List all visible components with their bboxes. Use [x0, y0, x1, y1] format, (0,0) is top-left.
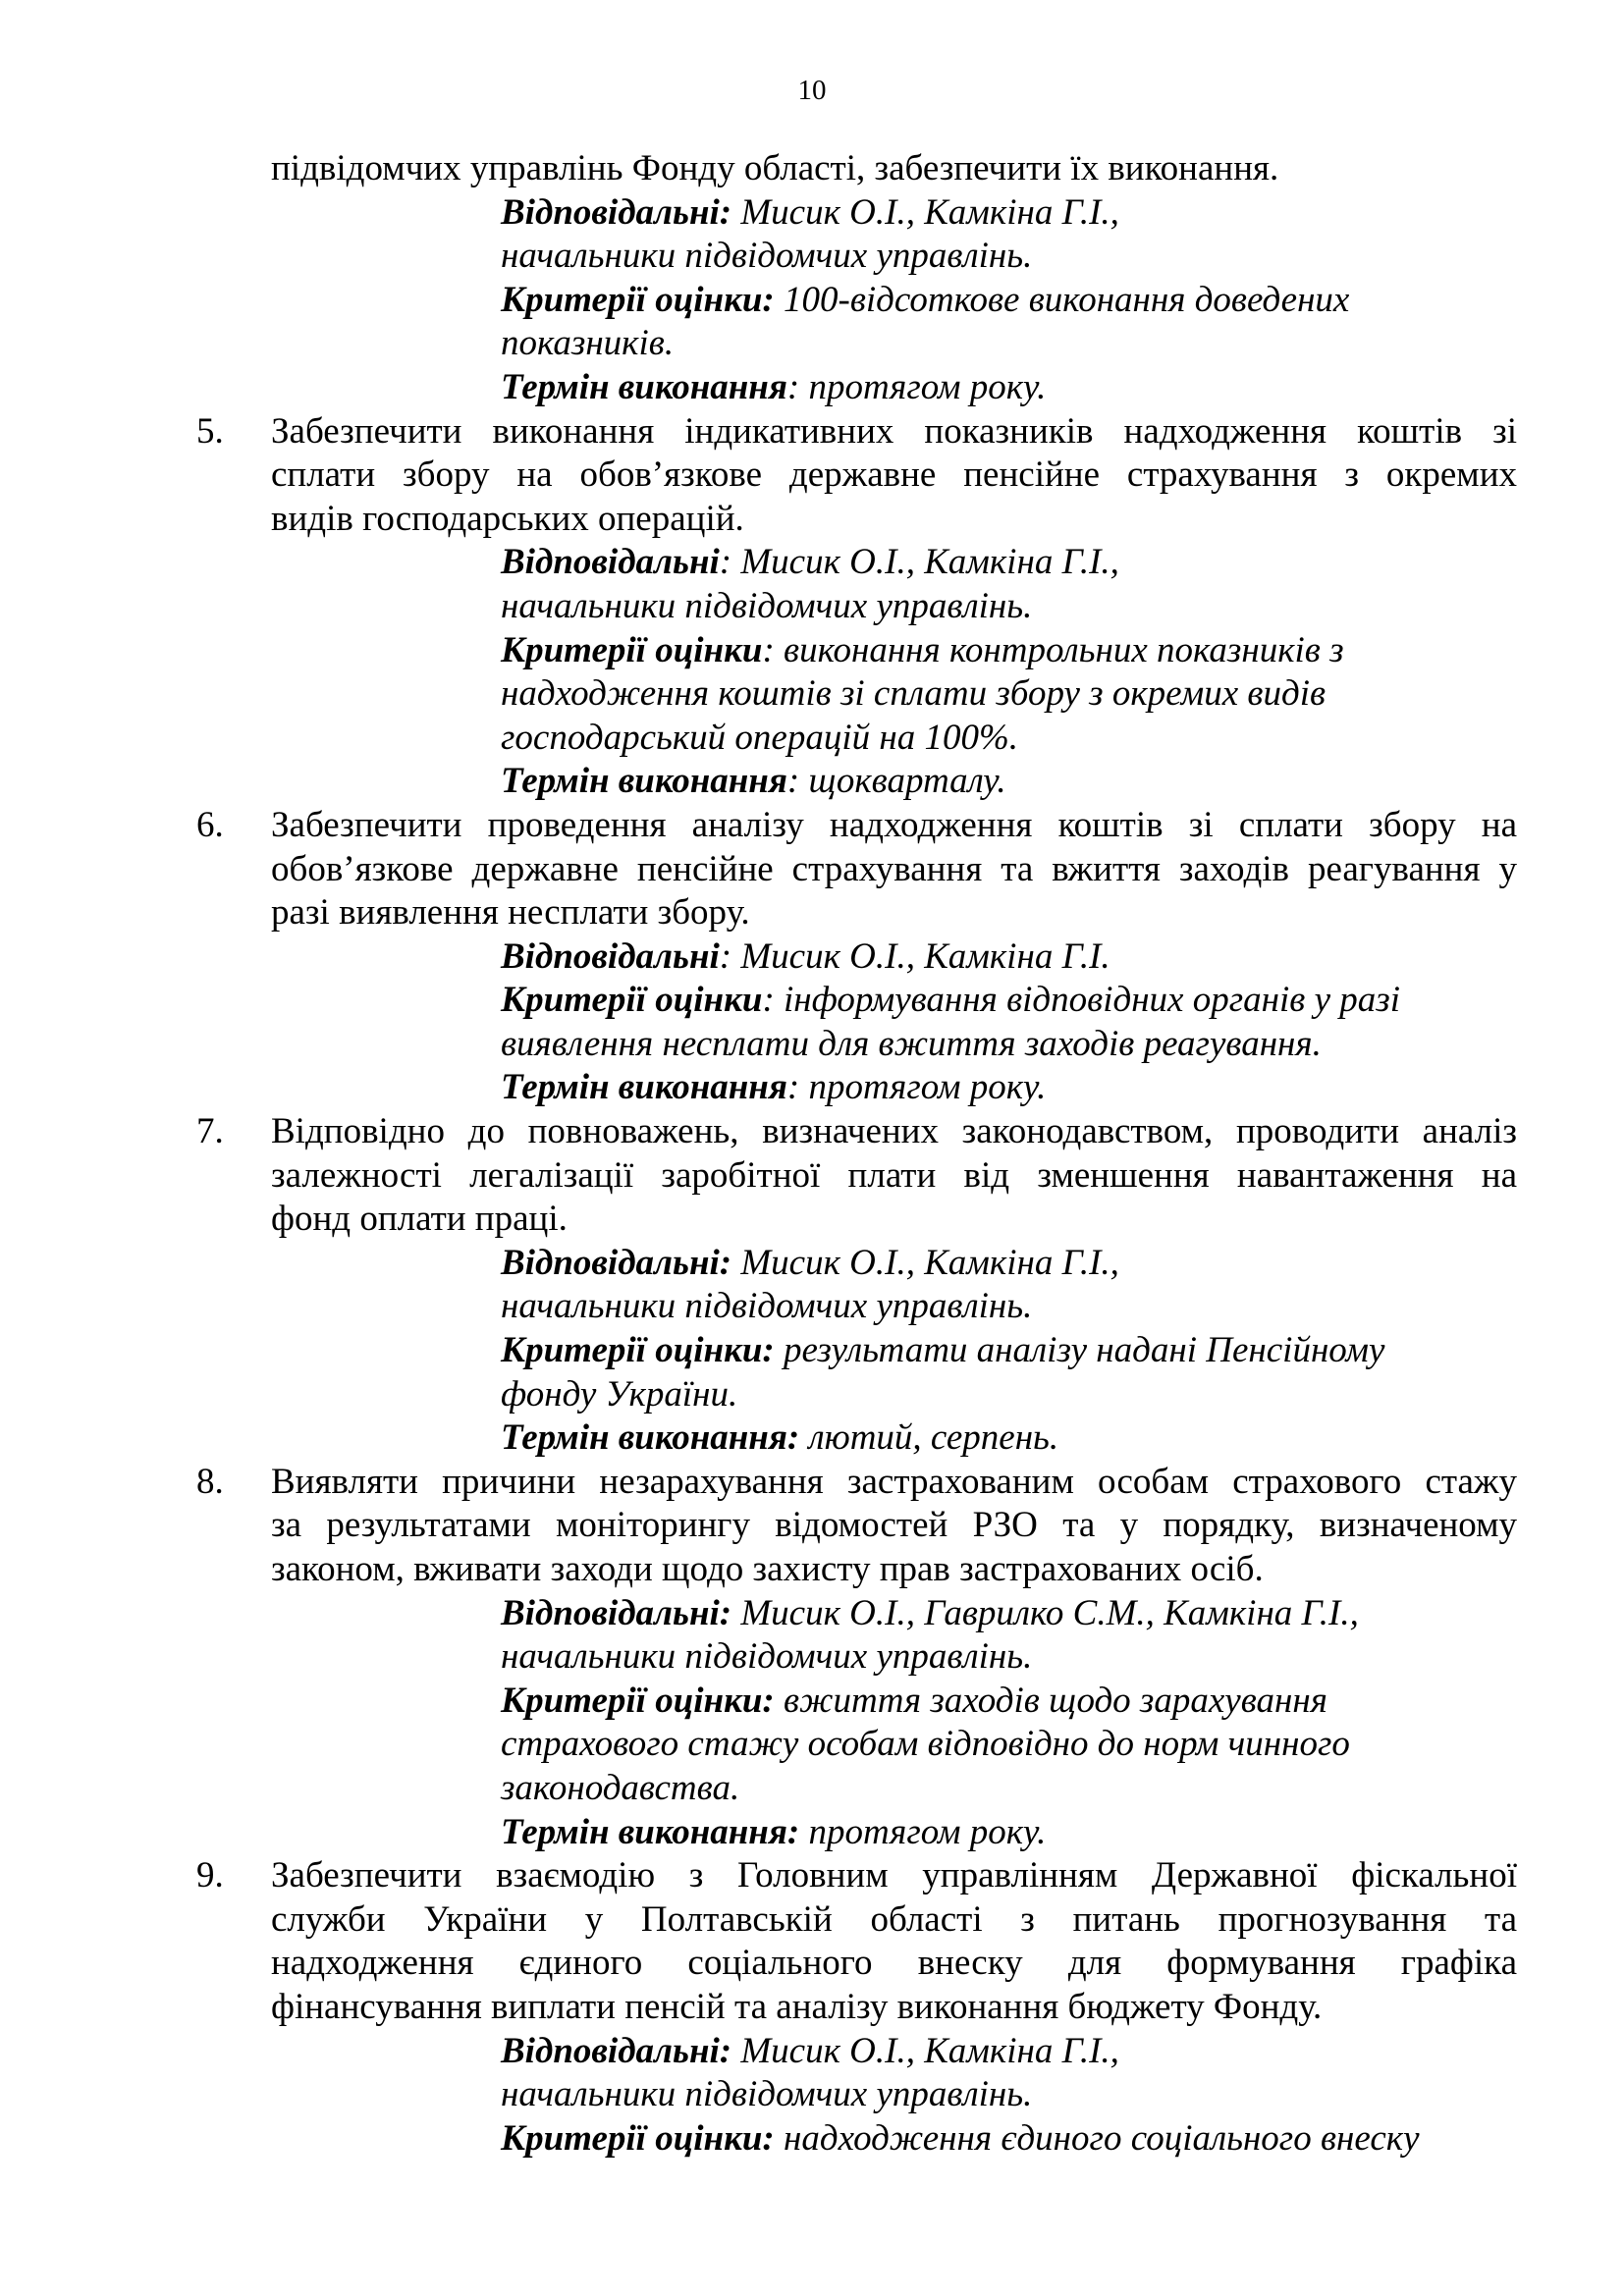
item-number: 9.: [196, 1855, 224, 1896]
paragraph-text: Відповідно до повноважень, визначених законодавством, проводити аналіз: [271, 1111, 1517, 1152]
detail-label: Критерії оцінки:: [501, 2117, 775, 2159]
detail-text: [501, 2030, 1119, 2074]
paragraph-line: [0, 1548, 1624, 1592]
detail-text: [501, 1680, 1327, 1724]
detail-text: [501, 191, 1119, 236]
detail-line: [0, 235, 1624, 279]
paragraph-text: підвідомчих управлінь Фонду області, забезпечити їх виконання.: [271, 148, 1279, 188]
detail-text: [501, 1373, 737, 1417]
paragraph-line: [0, 804, 1624, 848]
detail-line: [0, 322, 1624, 366]
detail-line: [0, 1066, 1624, 1110]
paragraph-line: [0, 1154, 1624, 1199]
item-number: 5.: [196, 410, 224, 452]
paragraph-text: фінансування виплати пенсій та аналізу виконання бюджету Фонду.: [271, 1986, 1323, 2027]
paragraph-line: [0, 454, 1624, 498]
detail-label: Термін виконання: [501, 761, 787, 802]
detail-line: [0, 585, 1624, 629]
detail-line: [0, 366, 1624, 410]
detail-value: страхового стажу особам відповідно до норм чинного: [501, 1724, 1350, 1765]
paragraph-line: [0, 891, 1624, 935]
detail-line: [0, 1023, 1624, 1067]
detail-text: [501, 1723, 1350, 1767]
detail-value: начальники підвідомчих управлінь.: [501, 2074, 1033, 2115]
paragraph-text: за результатами моніторингу відомостей РЗО та у порядку, визначеному: [271, 1505, 1517, 1546]
paragraph-text: сплати збору на обов’язкове державне пенсійне страхування з окремих: [271, 454, 1517, 496]
paragraph-text: Забезпечити взаємодію з Головним управлінням Державної фіскальної: [271, 1855, 1517, 1896]
detail-value: господарський операцій на 100%.: [501, 717, 1019, 758]
detail-text: [501, 235, 1032, 279]
detail-text: [501, 1066, 1046, 1110]
paragraph-line: [0, 410, 1624, 454]
detail-value: показників.: [501, 323, 675, 364]
detail-text: [501, 760, 1006, 804]
detail-label: Відповідальні:: [501, 1592, 732, 1633]
detail-line: [0, 2073, 1624, 2117]
detail-line: [0, 979, 1624, 1023]
detail-label: Критерії оцінки: [501, 629, 763, 670]
detail-text: [501, 935, 1110, 980]
detail-line: [0, 191, 1624, 236]
detail-line: [0, 541, 1624, 585]
paragraph-text: законом, вживати заходи щодо захисту прав застрахованих осіб.: [271, 1549, 1264, 1589]
detail-value: начальники підвідомчих управлінь.: [501, 1636, 1033, 1678]
item-number: 7.: [196, 1111, 224, 1152]
detail-text: [501, 1285, 1032, 1329]
detail-label: Відповідальні: [501, 935, 720, 977]
detail-label: Термін виконання:: [501, 1417, 800, 1459]
detail-line: [0, 1723, 1624, 1767]
detail-value: начальники підвідомчих управлінь.: [501, 585, 1033, 626]
detail-label: Відповідальні: [501, 542, 720, 583]
paragraph-line: [0, 147, 1624, 191]
detail-value: надходження єдиного соціального внеску: [774, 2117, 1420, 2159]
detail-text: [501, 322, 674, 366]
detail-line: [0, 1242, 1624, 1286]
detail-value: вжиття заходів щодо зарахування: [774, 1680, 1327, 1721]
paragraph-line: [0, 1898, 1624, 1943]
detail-line: [0, 1592, 1624, 1636]
detail-value: : протягом року.: [786, 366, 1047, 407]
detail-text: [501, 1416, 1058, 1461]
detail-value: Мисик О.І., Камкіна Г.І.,: [731, 1242, 1119, 1283]
paragraph-text: Забезпечити проведення аналізу надходження коштів зі сплати збору на: [271, 804, 1517, 845]
detail-text: [501, 629, 1344, 673]
detail-line: [0, 629, 1624, 673]
detail-text: [501, 1242, 1119, 1286]
detail-text: [501, 672, 1326, 717]
paragraph-text: разі виявлення несплати збору.: [271, 892, 750, 934]
detail-line: [0, 1329, 1624, 1373]
detail-value: протягом року.: [799, 1811, 1047, 1852]
detail-value: 100-відсоткове виконання доведених: [774, 279, 1350, 320]
detail-value: начальники підвідомчих управлінь.: [501, 236, 1033, 277]
item-number: 6.: [196, 804, 224, 845]
detail-label: Критерії оцінки:: [501, 279, 775, 320]
detail-value: : протягом року.: [786, 1067, 1047, 1108]
detail-label: Критерії оцінки:: [501, 1330, 775, 1371]
detail-value: виявлення несплати для вжиття заходів реагування.: [501, 1023, 1322, 1064]
paragraph-line: [0, 1198, 1624, 1242]
detail-value: лютий, серпень.: [799, 1417, 1059, 1459]
detail-text: [501, 541, 1119, 585]
detail-text: [501, 1329, 1384, 1373]
document-body: [0, 147, 1624, 2161]
detail-line: [0, 1680, 1624, 1724]
detail-label: Відповідальні:: [501, 2030, 732, 2071]
paragraph-line: [0, 1854, 1624, 1898]
detail-text: [501, 366, 1046, 410]
paragraph-line: [0, 1986, 1624, 2030]
paragraph-text: Забезпечити виконання індикативних показників надходження коштів зі: [271, 410, 1517, 452]
detail-text: [501, 279, 1349, 323]
detail-value: Мисик О.І., Камкіна Г.І.,: [731, 191, 1119, 233]
detail-line: [0, 1416, 1624, 1461]
detail-line: [0, 1767, 1624, 1811]
detail-line: [0, 2117, 1624, 2162]
detail-text: [501, 1811, 1046, 1855]
detail-line: [0, 2030, 1624, 2074]
detail-line: [0, 935, 1624, 980]
detail-label: Критерії оцінки:: [501, 1680, 775, 1721]
detail-line: [0, 1635, 1624, 1680]
detail-line: [0, 760, 1624, 804]
paragraph-line: [0, 1110, 1624, 1154]
detail-text: [501, 585, 1032, 629]
detail-value: : Мисик О.І., Камкіна Г.І.: [719, 935, 1110, 977]
paragraph-text: залежності легалізації заробітної плати від зменшення навантаження на: [271, 1154, 1517, 1196]
page-number: 10: [797, 75, 827, 106]
detail-value: результати аналізу надані Пенсійному: [774, 1330, 1385, 1371]
detail-text: [501, 979, 1400, 1023]
paragraph-text: обов’язкове державне пенсійне страхування та вжиття заходів реагування у: [271, 848, 1517, 889]
detail-label: Відповідальні:: [501, 191, 732, 233]
detail-value: фонду України.: [501, 1373, 738, 1415]
detail-value: Мисик О.І., Камкіна Г.І.,: [731, 2030, 1119, 2071]
detail-line: [0, 279, 1624, 323]
detail-label: Термін виконання: [501, 366, 787, 407]
detail-value: : інформування відповідних органів у разі: [762, 980, 1400, 1021]
detail-label: Відповідальні:: [501, 1242, 732, 1283]
detail-line: [0, 1811, 1624, 1855]
detail-value: законодавства.: [501, 1767, 740, 1808]
detail-text: [501, 1592, 1359, 1636]
detail-value: : Мисик О.І., Камкіна Г.І.,: [719, 542, 1119, 583]
paragraph-text: Виявляти причини незарахування застрахованим особам страхового стажу: [271, 1461, 1517, 1502]
detail-line: [0, 717, 1624, 761]
detail-value: : виконання контрольних показників з: [762, 629, 1344, 670]
detail-line: [0, 1373, 1624, 1417]
detail-text: [501, 1635, 1032, 1680]
detail-label: Термін виконання:: [501, 1811, 800, 1852]
paragraph-line: [0, 1504, 1624, 1548]
detail-value: надходження коштів зі сплати збору з окремих видів: [501, 673, 1326, 715]
detail-label: Критерії оцінки: [501, 980, 763, 1021]
detail-text: [501, 2073, 1032, 2117]
detail-line: [0, 672, 1624, 717]
paragraph-text: служби України у Полтавській області з питань прогнозування та: [271, 1898, 1517, 1940]
detail-text: [501, 1023, 1322, 1067]
paragraph-line: [0, 848, 1624, 892]
paragraph-text: надходження єдиного соціального внеску для формування графіка: [271, 1943, 1517, 1984]
item-number: 8.: [196, 1461, 224, 1502]
detail-value: Мисик О.І., Гаврилко С.М., Камкіна Г.І.,: [731, 1592, 1359, 1633]
paragraph-text: видів господарських операцій.: [271, 498, 744, 539]
paragraph-text: фонд оплати праці.: [271, 1199, 568, 1240]
detail-label: Термін виконання: [501, 1067, 787, 1108]
paragraph-line: [0, 498, 1624, 542]
detail-text: [501, 717, 1018, 761]
detail-value: : щокварталу.: [786, 761, 1006, 802]
detail-text: [501, 1767, 739, 1811]
detail-line: [0, 1285, 1624, 1329]
detail-text: [501, 2117, 1420, 2162]
paragraph-line: [0, 1942, 1624, 1986]
detail-value: начальники підвідомчих управлінь.: [501, 1286, 1033, 1327]
paragraph-line: [0, 1461, 1624, 1505]
